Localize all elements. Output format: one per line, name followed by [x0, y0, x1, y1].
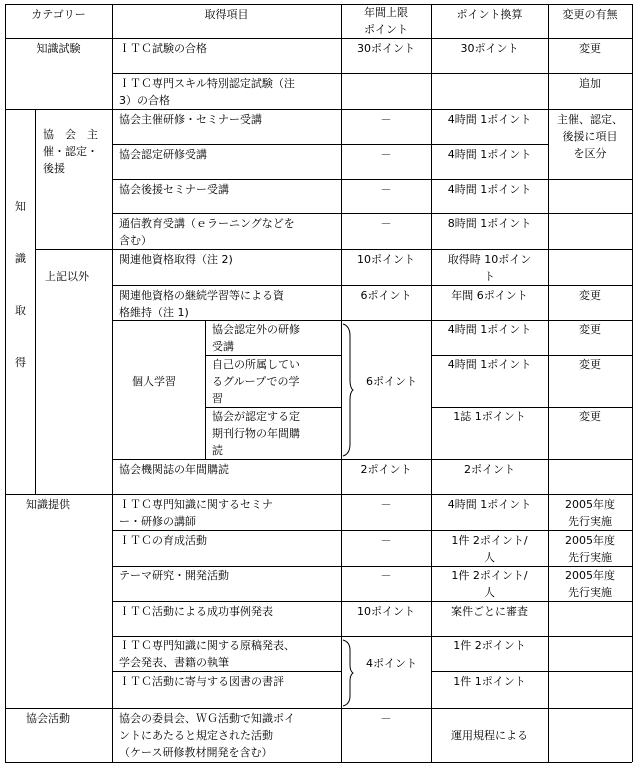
section-association-activity: 協会活動: [26, 712, 70, 725]
row-sponsored-seminar-item: 協会後援セミナー受講: [119, 183, 229, 196]
row-hosted-seminar-item: 協会主催研修・セミナー受講: [119, 113, 262, 126]
row-lecturer-conversion: 4時間 1ポイント: [447, 498, 532, 511]
row-publication-limit: 4ポイント: [366, 657, 417, 670]
row-success-case-item: ＩＴＣ活動による成功事例発表: [119, 605, 273, 618]
row-theme-research-conversion: 1件 2ポイント/ 人: [451, 569, 528, 599]
section-knowledge-provision: 知識提供: [26, 498, 70, 511]
row-theme-research-limit: －: [380, 569, 392, 582]
header-conversion: ポイント換算: [456, 8, 523, 21]
row-qualification-maintenance-limit: 6ポイント: [360, 289, 412, 302]
brace-publication-icon: [341, 640, 353, 706]
row-ps-periodical-item: 協会が認定する定 期刊行物の年間購 読: [212, 410, 300, 457]
row-ps-group-conversion: 4時間 1ポイント: [447, 358, 532, 371]
row-manuscript-item: ＩＴＣ専門知識に関する原稿発表、 学会発表、書籍の執筆: [119, 639, 295, 669]
header-category: カテゴリー: [31, 8, 86, 21]
brace-personal-study-icon: [341, 324, 353, 456]
group-association-events: 協 会 主 催・認定・ 後援: [43, 128, 98, 175]
row-other-qualification-limit: 10ポイント: [357, 253, 415, 266]
row-committee-conversion: 運用規程による: [451, 729, 528, 742]
row-special-exam-change: 追加: [579, 77, 601, 90]
row-qualification-maintenance-item: 関連他資格の継続学習等による資 格維持（注 1): [119, 289, 284, 319]
header-limit: 年間上限 ポイント: [364, 6, 408, 36]
group-personal-study: 個人学習: [132, 375, 176, 388]
row-success-case-conversion: 案件ごとに審査: [451, 605, 528, 618]
row-training-activity-item: ＩＴＣの育成活動: [119, 534, 207, 547]
row-hosted-seminar-conversion: 4時間 1ポイント: [447, 113, 532, 126]
row-lecturer-item: ＩＴＣ専門知識に関するセミナ ー・研修の講師: [119, 498, 273, 528]
row-ps-limit: 6ポイント: [366, 375, 417, 388]
row-journal-conversion: 2ポイント: [464, 463, 515, 476]
row-ps-periodical-change: 変更: [579, 410, 601, 423]
row-committee-limit: －: [380, 712, 392, 725]
row-itc-exam-limit: 30ポイント: [357, 42, 415, 55]
row-other-qualification-conversion: 取得時 10ポイン ト: [447, 253, 532, 283]
row-training-activity-conversion: 1件 2ポイント/ 人: [451, 534, 528, 564]
row-other-qualification-item: 関連他資格取得（注 2): [119, 253, 233, 266]
header-change: 変更の有無: [562, 8, 618, 21]
row-hosted-seminar-limit: －: [380, 113, 392, 126]
row-success-case-limit: 10ポイント: [357, 605, 415, 618]
row-correspondence-item: 通信教育受講（ｅラーニングなどを 含む）: [119, 217, 295, 247]
row-ps-group-change: 変更: [579, 358, 601, 371]
row-ps-uncertified-conversion: 4時間 1ポイント: [447, 323, 532, 336]
row-sponsored-seminar-conversion: 4時間 1ポイント: [447, 183, 532, 196]
row-manuscript-conversion: 1件 2ポイント: [453, 639, 526, 652]
row-special-exam-item: ＩＴＣ専門スキル特別認定試験（注 3）の合格: [119, 77, 295, 107]
row-correspondence-conversion: 8時間 1ポイント: [447, 217, 532, 230]
section-char: 知: [15, 200, 26, 213]
header-item: 取得項目: [204, 8, 249, 21]
row-lecturer-change: 2005年度 先行実施: [565, 498, 615, 528]
row-committee-item: 協会の委員会、ＷＧ活動で知識ポイ ントにあたると規定された活動 （ケース研修教材開発を含む）: [119, 712, 295, 759]
row-itc-exam-item: ＩＴＣ試験の合格: [119, 42, 207, 55]
row-qualification-maintenance-conversion: 年間 6ポイント: [451, 289, 528, 302]
section-char: 得: [15, 356, 26, 369]
section-knowledge-exam: 知識試験: [36, 42, 81, 55]
row-certified-training-limit: －: [380, 148, 392, 161]
row-journal-limit: 2ポイント: [360, 463, 412, 476]
section-char: 取: [15, 304, 26, 317]
row-ps-periodical-conversion: 1誌 1ポイント: [453, 410, 526, 423]
row-training-activity-change: 2005年度 先行実施: [565, 534, 615, 564]
row-ps-uncertified-change: 変更: [579, 323, 601, 336]
row-certified-training-item: 協会認定研修受講: [119, 148, 207, 161]
row-book-review-item: ＩＴＣ活動に寄与する図書の書評: [119, 675, 284, 688]
row-training-activity-limit: －: [380, 534, 392, 547]
row-sponsored-seminar-limit: －: [380, 183, 392, 196]
row-qualification-maintenance-change: 変更: [579, 289, 601, 302]
row-certified-training-conversion: 4時間 1ポイント: [447, 148, 532, 161]
row-theme-research-change: 2005年度 先行実施: [565, 569, 615, 599]
row-book-review-conversion: 1件 1ポイント: [453, 675, 526, 688]
row-theme-research-item: テーマ研究・開発活動: [119, 569, 229, 582]
group-other: 上記以外: [45, 270, 89, 283]
row-itc-exam-conversion: 30ポイント: [460, 42, 519, 55]
row-ps-uncertified-item: 協会認定外の研修 受講: [212, 323, 300, 353]
row-correspondence-limit: －: [380, 217, 392, 230]
row-lecturer-limit: －: [380, 498, 392, 511]
row-ps-group-item: 自己の所属してい るグループでの学 習: [212, 358, 300, 405]
row-itc-exam-change: 変更: [579, 42, 601, 55]
row-hosted-change: 主催、認定、 後援に項目 を区分: [557, 113, 623, 160]
row-journal-item: 協会機関誌の年間購読: [119, 463, 229, 476]
section-char: 識: [15, 252, 26, 265]
